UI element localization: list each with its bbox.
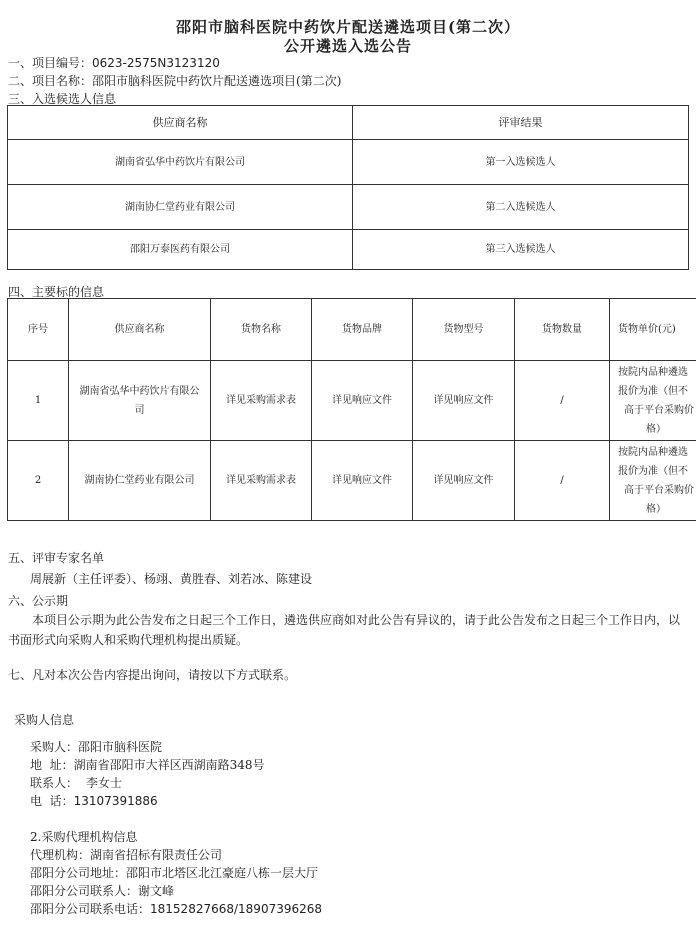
item-price-line: 高于平台采购价 [624, 404, 694, 416]
candidate-supplier: 邵阳万泰医药有限公司 [8, 230, 353, 270]
item-qty: / [515, 361, 610, 441]
candidate-supplier: 湖南协仁堂药业有限公司 [8, 185, 353, 230]
item-price [610, 441, 696, 521]
agency-line [30, 846, 222, 863]
phone-label: 电 话： [30, 794, 74, 808]
header-no: 序号 [8, 299, 69, 361]
header-model: 货物型号 [413, 299, 515, 361]
item-goods: 详见采购需求表 [211, 441, 312, 521]
notice-period-text: 本项目公示期为此公告发布之日起三个工作日，遴选供应商如对此公告有异议的，请于此公告发布之日起三个工作日内，以书面形式向采购人和采购代理机构提出质疑。 [8, 613, 681, 647]
header-goods: 货物名称 [211, 299, 312, 361]
purchaser-label: 采购人： [30, 740, 79, 754]
candidate-supplier: 湖南省弘华中药饮片有限公司 [8, 140, 353, 185]
purchaser-heading: 采购人信息 [14, 713, 75, 727]
item-supplier-line: 司 [134, 404, 145, 416]
section-notice-heading: 六、公示期 [8, 594, 69, 608]
branch-phone-line [30, 900, 322, 917]
item-price-line: 按院内品种遴选 [618, 366, 688, 378]
header-supplier: 供应商名称 [8, 106, 353, 140]
agency-label: 代理机构： [30, 848, 91, 862]
item-price-line: 格） [646, 423, 666, 435]
table-header-row [8, 299, 696, 361]
item-price-line: 高于平台采购价 [624, 484, 694, 496]
project-name: 邵阳市脑科医院中药饮片配送遴选项目(第二次) [92, 74, 342, 88]
contact-value: 李女士 [86, 776, 123, 790]
branch-phone-label: 邵阳分公司联系电话： [30, 902, 151, 916]
table-row [8, 140, 689, 185]
table-row [8, 185, 689, 230]
address-value: 湖南省邵阳市大祥区西湖南路348号 [73, 758, 265, 772]
contact-line [30, 774, 122, 791]
purchaser-line [30, 738, 162, 755]
section-candidates-heading: 三、入选候选人信息 [8, 92, 117, 106]
item-price-line: 报价为准（但不 [618, 385, 688, 397]
table-header-row [8, 106, 689, 140]
table-row [8, 361, 696, 441]
item-price-line: 按院内品种遴选 [618, 446, 688, 458]
header-qty: 货物数量 [515, 299, 610, 361]
project-name-line [8, 72, 341, 89]
header-result: 评审结果 [353, 106, 689, 140]
candidate-result: 第三入选候选人 [353, 230, 689, 270]
agency-heading: 2.采购代理机构信息 [30, 830, 138, 844]
item-qty: / [515, 441, 610, 521]
item-supplier [69, 361, 211, 441]
candidates-table [7, 105, 689, 270]
header-supplier: 供应商名称 [69, 299, 211, 361]
branch-address-value: 邵阳市北塔区北江豪庭八栋一层大厅 [126, 866, 319, 880]
item-no: 2 [8, 441, 69, 521]
candidate-result: 第二入选候选人 [353, 185, 689, 230]
candidate-result: 第一入选候选人 [353, 140, 689, 185]
item-model: 详见响应文件 [413, 361, 515, 441]
header-price: 货物单价(元) [610, 299, 696, 361]
header-brand: 货物品牌 [312, 299, 413, 361]
phone-value: 13107391886 [73, 794, 158, 808]
branch-address-line [30, 864, 318, 881]
item-no: 1 [8, 361, 69, 441]
address-line [30, 756, 265, 773]
document-subtitle: 公开遴选入选公告 [283, 37, 412, 55]
project-number-line [8, 54, 220, 71]
section-experts-heading: 五、评审专家名单 [8, 551, 105, 565]
branch-phone-value: 18152827668/18907396268 [150, 902, 323, 916]
branch-contact-line [30, 882, 174, 899]
item-model: 详见响应文件 [413, 441, 515, 521]
branch-address-label: 邵阳分公司地址： [30, 866, 127, 880]
item-brand: 详见响应文件 [312, 441, 413, 521]
item-supplier: 湖南协仁堂药业有限公司 [69, 441, 211, 521]
item-brand: 详见响应文件 [312, 361, 413, 441]
item-price-line: 报价为准（但不 [618, 465, 688, 477]
agency-value: 湖南省招标有限责任公司 [90, 848, 223, 862]
project-number: 0623-2575N3123120 [92, 56, 220, 70]
section-contact-heading: 七、凡对本次公告内容提出询问，请按以下方式联系。 [8, 668, 297, 682]
purchaser-value: 邵阳市脑科医院 [78, 740, 163, 754]
table-row [8, 230, 689, 270]
experts-list: 周展新（主任评委）、杨翊、黄胜春、刘若冰、陈建设 [30, 572, 313, 586]
project-name-label: 二、项目名称： [8, 74, 93, 88]
items-table [7, 298, 696, 521]
item-price [610, 361, 696, 441]
address-label: 地 址： [30, 758, 74, 772]
document-title: 邵阳市脑科医院中药饮片配送遴选项目(第二次） [175, 18, 521, 36]
item-goods: 详见采购需求表 [211, 361, 312, 441]
table-row [8, 441, 696, 521]
item-price-line: 格） [646, 503, 666, 515]
project-number-label: 一、项目编号： [8, 56, 93, 70]
contact-label: 联系人： [30, 776, 79, 790]
phone-line [30, 792, 158, 809]
branch-contact-label: 邵阳分公司联系人： [30, 884, 139, 898]
section-items-heading: 四、主要标的信息 [8, 285, 105, 299]
item-supplier-line: 湖南省弘华中药饮片有限公 [79, 385, 200, 397]
branch-contact-value: 谢文峰 [138, 884, 175, 898]
